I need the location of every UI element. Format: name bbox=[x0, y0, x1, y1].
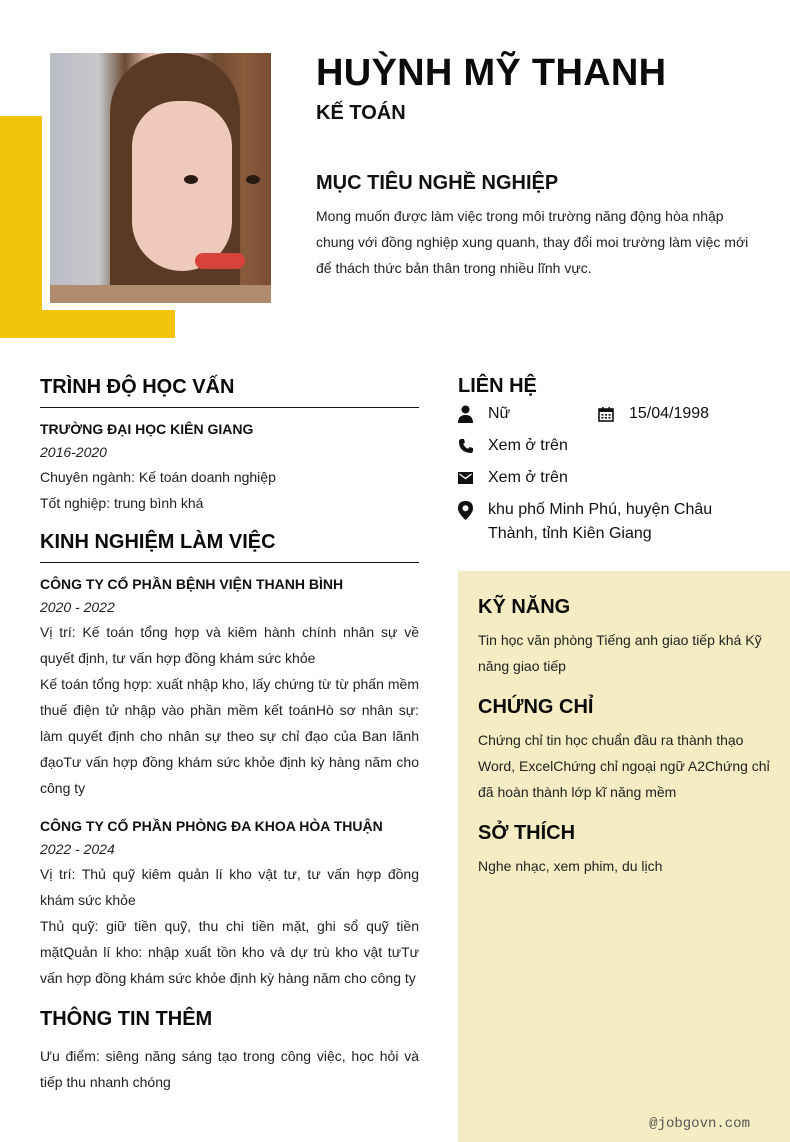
phone-value: Xem ở trên bbox=[488, 437, 568, 454]
school-name: TRƯỜNG ĐẠI HỌC KIÊN GIANG bbox=[40, 421, 254, 437]
certificates-text: Chứng chỉ tin học chuẩn đầu ra thành thạo Word, ExcelChứng chỉ ngoại ngữ A2Chứng chỉ đã hoàn thành lớp kĩ năng mềm bbox=[478, 732, 770, 800]
hobbies-text: Nghe nhạc, xem phim, du lịch bbox=[478, 858, 663, 874]
additional-info-section bbox=[40, 1005, 419, 1095]
accent-bar-vertical bbox=[0, 116, 42, 338]
experience-position: Vị trí: Thủ quỹ kiêm quản lí kho vật tư, tư vấn hợp đồng khám sức khỏe bbox=[40, 866, 419, 908]
phone-icon bbox=[458, 434, 488, 458]
left-column bbox=[40, 373, 419, 1095]
objective-title: MỤC TIÊU NGHỀ NGHIỆP bbox=[316, 172, 559, 194]
education-major: Chuyên ngành: Kế toán doanh nghiệp bbox=[40, 469, 276, 485]
experience-details: Thủ quỹ: giữ tiền quỹ, thu chi tiền mặt, ghi sổ quỹ tiền mặtQuản lí kho: nhập xuất tồn kho và dự trù kho vật tưTư vấn hợp đồng khám sức khỏe định kỳ hàng năm cho công ty bbox=[40, 918, 419, 986]
certificates-title: CHỨNG CHỈ bbox=[478, 696, 594, 718]
objective-section bbox=[316, 172, 756, 281]
section-divider bbox=[40, 407, 419, 408]
gender-value: Nữ bbox=[488, 405, 511, 422]
contact-row-address bbox=[458, 498, 758, 546]
company-name: CÔNG TY CỔ PHẦN BỆNH VIỆN THANH BÌNH bbox=[40, 576, 344, 592]
photo-eye-left bbox=[184, 175, 198, 184]
education-period: 2016-2020 bbox=[40, 444, 107, 460]
additional-info-text: Ưu điểm: siêng năng sáng tạo trong công việc, học hỏi và tiếp thu nhanh chóng bbox=[40, 1048, 419, 1090]
accent-bar-horizontal bbox=[0, 310, 175, 338]
right-panel bbox=[458, 571, 790, 1142]
certificates-section bbox=[478, 693, 770, 805]
watermark: @jobgovn.com bbox=[649, 1116, 750, 1132]
contact-row-email bbox=[458, 466, 758, 498]
experience-period: 2020 - 2022 bbox=[40, 599, 115, 615]
dob-value: 15/04/1998 bbox=[629, 405, 710, 422]
experience-item bbox=[40, 573, 419, 801]
experience-period: 2022 - 2024 bbox=[40, 841, 115, 857]
profile-photo bbox=[50, 53, 271, 303]
calendar-icon bbox=[598, 402, 629, 426]
education-section bbox=[40, 373, 419, 516]
skills-title: KỸ NĂNG bbox=[478, 596, 571, 618]
contact-dob bbox=[598, 402, 709, 426]
hobbies-title: SỞ THÍCH bbox=[478, 822, 576, 844]
experience-position: Vị trí: Kế toán tổng hợp và kiêm hành chính nhân sự về quyết định, tư vấn hợp đồng khám sức khỏe bbox=[40, 624, 419, 666]
person-icon bbox=[458, 402, 488, 426]
education-grade: Tốt nghiệp: trung bình khá bbox=[40, 495, 204, 511]
photo-face-shape bbox=[132, 101, 232, 271]
email-value: Xem ở trên bbox=[488, 469, 568, 486]
photo-eye-right bbox=[246, 175, 260, 184]
contact-title: LIÊN HỆ bbox=[458, 375, 537, 397]
hobbies-section bbox=[478, 819, 770, 879]
address-value: khu phố Minh Phú, huyện Châu Thành, tỉnh Kiên Giang bbox=[488, 501, 713, 542]
experience-section bbox=[40, 528, 419, 991]
education-item bbox=[40, 418, 419, 516]
section-divider bbox=[40, 562, 419, 563]
education-title: TRÌNH ĐỘ HỌC VẤN bbox=[40, 376, 235, 398]
experience-title: KINH NGHIỆM LÀM VIỆC bbox=[40, 531, 276, 553]
envelope-icon bbox=[458, 466, 488, 490]
skills-section bbox=[478, 593, 770, 679]
photo-lips bbox=[195, 253, 245, 269]
additional-info-title: THÔNG TIN THÊM bbox=[40, 1008, 213, 1030]
contact-section bbox=[458, 372, 758, 546]
contact-row-gender bbox=[458, 402, 758, 434]
company-name: CÔNG TY CỔ PHẦN PHÒNG ĐA KHOA HÒA THUẬN bbox=[40, 818, 383, 834]
photo-shirt bbox=[50, 285, 271, 303]
contact-row-phone bbox=[458, 434, 758, 466]
map-pin-icon bbox=[458, 498, 488, 522]
experience-item bbox=[40, 815, 419, 991]
job-title: KẾ TOÁN bbox=[316, 102, 406, 124]
skills-text: Tin học văn phòng Tiếng anh giao tiếp khá Kỹ năng giao tiếp bbox=[478, 632, 762, 674]
experience-details: Kế toán tổng hợp: xuất nhập kho, lấy chứng từ từ phấn mềm thuế điện tử nhập vào phần mềm kết toánHò sơ nhân sự: làm quyết định cho nhân sự theo sự chỉ đạo của Ban lãnh đạoTư vấn hợp đồng khám sức khỏe định kỳ hàng năm cho công ty bbox=[40, 676, 419, 796]
candidate-name: HUỲNH MỸ THANH bbox=[316, 52, 667, 94]
objective-text: Mong muốn được làm việc trong môi trường năng động hòa nhập chung với đồng nghiệp xung quanh, thay đổi moi trường làm việc mới để thách thức bản thân trong nhiều lĩnh vực. bbox=[316, 208, 749, 276]
